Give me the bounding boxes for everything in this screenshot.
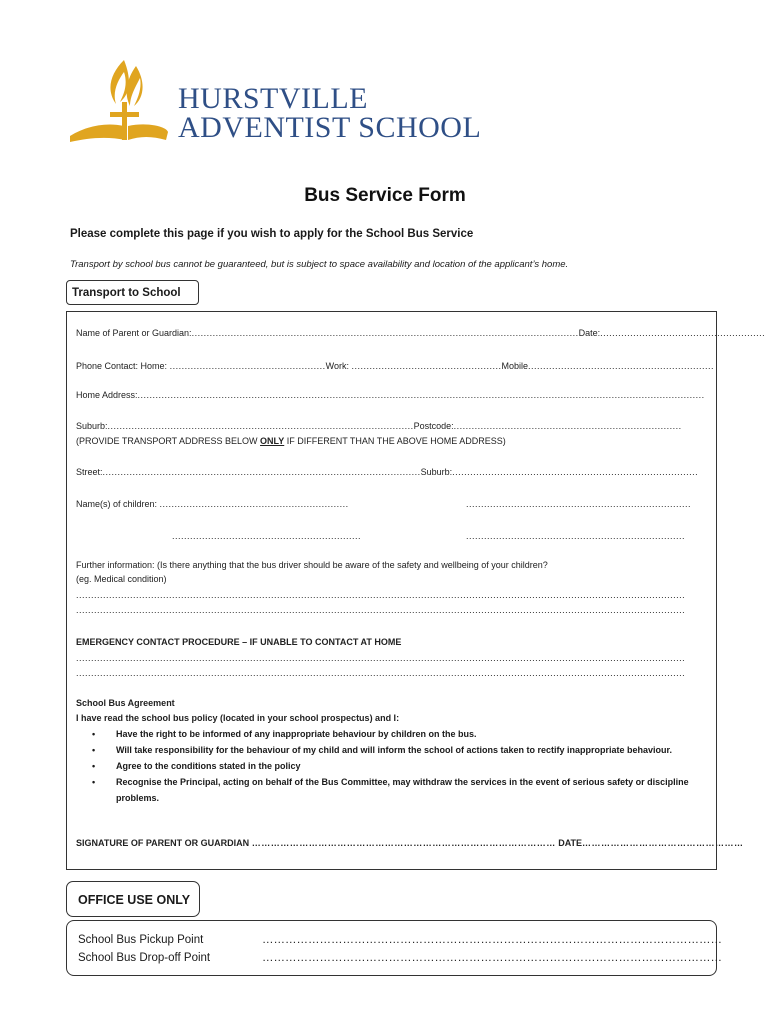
form-subtitle: Please complete this page if you wish to apply for the School Bus Service	[70, 228, 474, 240]
list-item: • Will take responsibility for the behaviour of my child and will inform the school of actions taken to rectify inappropriate behaviour.	[92, 745, 673, 755]
child-2-line[interactable]: ...........................................................................	[466, 499, 692, 509]
agreement-title: School Bus Agreement	[76, 698, 175, 708]
emergency-label: EMERGENCY CONTACT PROCEDURE – IF UNABLE TO CONTACT AT HOME	[76, 637, 402, 647]
suburb-label: Suburb:	[76, 421, 108, 431]
pickup-point-label: School Bus Pickup Point	[78, 934, 204, 946]
transport-note-text: (PROVIDE TRANSPORT ADDRESS BELOW	[76, 436, 261, 446]
section-title-transport: Transport to School	[66, 280, 199, 305]
transport-note-only: ONLY	[260, 436, 285, 446]
form-title: Bus Service Form	[304, 185, 466, 206]
dropoff-point-line[interactable]: …………………………………………………………………………………………………………	[262, 952, 722, 964]
date-label: Date:	[578, 328, 601, 338]
emergency-line-1[interactable]: ...........................................................................................................................................................................................................	[76, 653, 686, 663]
availability-note: Transport by school bus cannot be guaranteed, but is subject to space availability and location of the applicant’s home.	[70, 259, 569, 270]
office-use-title: OFFICE USE ONLY	[66, 881, 200, 917]
child-3-line[interactable]: ...............................................................	[172, 531, 362, 541]
further-info-example: (eg. Medical condition)	[76, 574, 167, 584]
agreement-list	[76, 726, 706, 806]
work-label: Work:	[325, 361, 349, 371]
further-info-label: Further information: (Is there anything that the bus driver should be aware of the safety and wellbeing of your children?	[76, 560, 548, 570]
child-4-line[interactable]: .........................................................................	[466, 531, 686, 541]
mobile-label: Mobile	[501, 361, 529, 371]
home-address-label: Home Address:	[76, 390, 138, 400]
school-name-line2: ADVENTIST SCHOOL	[178, 111, 482, 144]
agreement-intro: I have read the school bus policy (located in your school prospectus) and I:	[76, 713, 400, 723]
signature-date-label: DATE	[558, 838, 583, 848]
pickup-point-line[interactable]: …………………………………………………………………………………………………………	[262, 934, 722, 946]
signature-row[interactable]: SIGNATURE OF PARENT OR GUARDIAN …………………………………………………………………………………… DATE……………………………………………	[76, 838, 744, 848]
phone-contact-row[interactable]: Phone Contact: Home: ....................................................Work: ..................................................Mobile..............................................................	[76, 361, 715, 371]
parent-name-row[interactable]: Name of Parent or Guardian:.................................................................................................................................Date:.......................................................	[76, 328, 766, 338]
school-name-line1: HURSTVILLE	[178, 82, 368, 115]
parent-name-label: Name of Parent or Guardian:	[76, 328, 192, 338]
further-info-line-2[interactable]: ...........................................................................................................................................................................................................	[76, 605, 686, 615]
postcode-label: Postcode:	[413, 421, 454, 431]
phone-home-label: Phone Contact: Home:	[76, 361, 168, 371]
list-item: • Recognise the Principal, acting on behalf of the Bus Committee, may withdraw the services in the event of serious safety or discipline problems.	[92, 777, 689, 803]
transport-note-text-end: IF DIFFERENT THAN THE ABOVE HOME ADDRESS)	[284, 436, 506, 446]
children-row[interactable]: Name(s) of children: ...............................................................	[76, 499, 349, 509]
street-suburb-row[interactable]: Street:..........................................................................................................Suburb:..................................................................................	[76, 467, 699, 477]
list-item: • Have the right to be informed of any inappropriate behaviour by children on the bus.	[92, 729, 477, 739]
agreement-item-text: Agree to the conditions stated in the policy	[116, 761, 301, 771]
dropoff-point-label: School Bus Drop-off Point	[78, 952, 211, 964]
agreement-item-text: Have the right to be informed of any inappropriate behaviour by children on the bus.	[116, 729, 477, 739]
list-item: • Agree to the conditions stated in the policy	[92, 761, 301, 771]
agreement-item-text: Recognise the Principal, acting on behalf of the Bus Committee, may withdraw the services in the event of serious safety or discipline problems.	[116, 777, 689, 803]
office-use-box	[66, 920, 717, 976]
suburb2-label: Suburb:	[420, 467, 453, 477]
home-address-row[interactable]: Home Address:.............................................................................................................................................................................................	[76, 390, 705, 400]
agreement-item-text: Will take responsibility for the behaviour of my child and will inform the school of actions taken to rectify inappropriate behaviour.	[116, 745, 673, 755]
suburb-postcode-row[interactable]: Suburb:......................................................................................................Postcode:............................................................................	[76, 421, 682, 431]
transport-address-note	[76, 436, 506, 446]
further-info-line-1[interactable]: ...........................................................................................................................................................................................................	[76, 590, 686, 600]
emergency-line-2[interactable]: ...........................................................................................................................................................................................................	[76, 668, 686, 678]
street-label: Street:	[76, 467, 103, 477]
signature-label: SIGNATURE OF PARENT OR GUARDIAN	[76, 838, 250, 848]
children-label: Name(s) of children:	[76, 499, 158, 509]
